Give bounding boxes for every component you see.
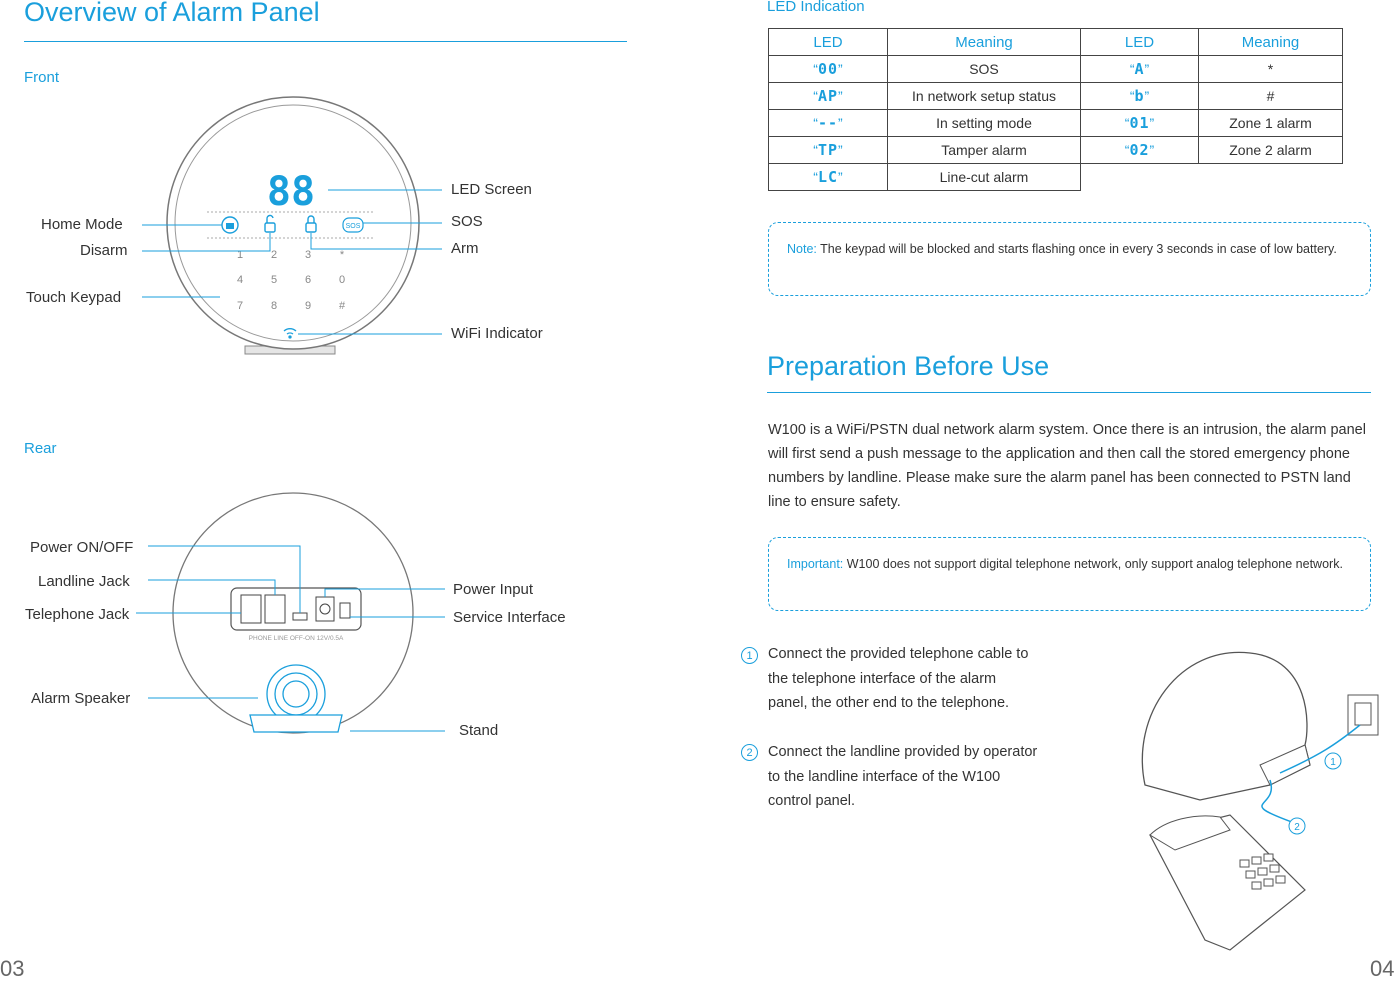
label-power-input: Power Input bbox=[453, 581, 534, 598]
table-row: “00” SOS “A” * bbox=[769, 56, 1343, 83]
label-sos: SOS bbox=[451, 213, 483, 230]
key: 0 bbox=[338, 274, 346, 286]
led-meaning: * bbox=[1199, 56, 1343, 83]
led-code: TP bbox=[817, 141, 839, 159]
label-touch-keypad: Touch Keypad bbox=[26, 289, 122, 306]
label-led-screen: LED Screen bbox=[451, 181, 532, 198]
table-row: “LC” Line-cut alarm bbox=[769, 164, 1343, 191]
key: 5 bbox=[270, 274, 278, 286]
title-divider bbox=[24, 41, 627, 42]
step-text: Connect the provided telephone cable to the telephone interface of the alarm panel, the other end to the telephone. bbox=[768, 646, 1029, 711]
led-meaning: Tamper alarm bbox=[888, 137, 1081, 164]
prep-paragraph: W100 is a WiFi/PSTN dual network alarm system. Once there is an intrusion, the alarm panel will first send a push message to the application and then call the stored emergency phone numbers by landline. Please make sure the alarm panel has been connected to PSTN land line to ensure safety. bbox=[768, 422, 1366, 510]
important-key: Important: bbox=[787, 557, 844, 571]
led-meaning: Zone 2 alarm bbox=[1199, 137, 1343, 164]
led-code: A bbox=[1134, 60, 1145, 78]
marker-1: 1 bbox=[1330, 757, 1336, 768]
led-code: -- bbox=[817, 114, 839, 132]
col-header: LED bbox=[769, 29, 888, 56]
step-number: 1 bbox=[741, 647, 758, 664]
label-home-mode: Home Mode bbox=[41, 216, 123, 233]
key: 2 bbox=[270, 249, 278, 261]
key: 6 bbox=[304, 274, 312, 286]
key: 9 bbox=[304, 300, 312, 312]
label-disarm: Disarm bbox=[80, 242, 128, 259]
table-row: “--” In setting mode “01” Zone 1 alarm bbox=[769, 110, 1343, 137]
led-indication-table bbox=[768, 28, 1343, 191]
key: 7 bbox=[236, 300, 244, 312]
page-title-overview: Overview of Alarm Panel bbox=[24, 0, 320, 27]
key: 3 bbox=[304, 249, 312, 261]
led-meaning: In setting mode bbox=[888, 110, 1081, 137]
prep-divider bbox=[767, 392, 1371, 393]
led-code: b bbox=[1134, 87, 1145, 105]
led-display: 88 bbox=[266, 169, 316, 215]
label-service-interface: Service Interface bbox=[453, 609, 566, 626]
port-panel bbox=[231, 588, 361, 630]
table-row: “AP” In network setup status “b” # bbox=[769, 83, 1343, 110]
led-code: 00 bbox=[817, 60, 839, 78]
marker-2: 2 bbox=[1294, 822, 1300, 833]
key: 1 bbox=[236, 249, 244, 261]
led-indication-heading: LED Indication bbox=[767, 0, 865, 15]
col-header: Meaning bbox=[888, 29, 1081, 56]
led-meaning: In network setup status bbox=[888, 83, 1081, 110]
led-code: 01 bbox=[1129, 114, 1150, 132]
label-alarm-speaker: Alarm Speaker bbox=[31, 690, 131, 707]
key: # bbox=[338, 300, 346, 312]
led-code: AP bbox=[817, 87, 839, 105]
led-meaning: Line-cut alarm bbox=[888, 164, 1081, 191]
label-stand: Stand bbox=[459, 722, 499, 739]
led-code: LC bbox=[817, 168, 839, 186]
note-box bbox=[768, 222, 1371, 296]
port-legend: PHONE LINE OFF-ON 12V/0.5A bbox=[248, 635, 344, 642]
led-meaning: # bbox=[1199, 83, 1343, 110]
wall-socket bbox=[1348, 695, 1378, 735]
front-heading: Front bbox=[24, 69, 60, 86]
sos-key-text: SOS bbox=[345, 223, 361, 230]
led-code: 02 bbox=[1129, 141, 1150, 159]
step-text: Connect the landline provided by operator to the landline interface of the W100 control panel. bbox=[768, 744, 1038, 809]
table-header-row bbox=[769, 29, 1343, 56]
table-row: “TP” Tamper alarm “02” Zone 2 alarm bbox=[769, 137, 1343, 164]
col-header: LED bbox=[1081, 29, 1199, 56]
note-text: The keypad will be blocked and starts flashing once in every 3 seconds in case of low battery. bbox=[816, 242, 1337, 256]
label-telephone-jack: Telephone Jack bbox=[25, 606, 130, 623]
page-number-right: 04 bbox=[1370, 956, 1395, 981]
label-power-onoff: Power ON/OFF bbox=[30, 539, 134, 556]
key: 4 bbox=[236, 274, 244, 286]
prep-title: Preparation Before Use bbox=[767, 351, 1050, 381]
step-number: 2 bbox=[741, 744, 758, 761]
label-landline-jack: Landline Jack bbox=[38, 573, 130, 590]
label-arm: Arm bbox=[451, 240, 479, 257]
rear-heading: Rear bbox=[24, 440, 57, 457]
key: 8 bbox=[270, 300, 278, 312]
col-header: Meaning bbox=[1199, 29, 1343, 56]
note-key: Note: bbox=[787, 242, 817, 256]
led-meaning: SOS bbox=[888, 56, 1081, 83]
rear-stand bbox=[250, 715, 342, 732]
key: * bbox=[339, 249, 345, 261]
page-number-left: 03 bbox=[0, 956, 25, 981]
important-box bbox=[768, 537, 1371, 611]
label-wifi-indicator: WiFi Indicator bbox=[451, 325, 543, 342]
connection-illustration bbox=[1120, 635, 1390, 960]
led-meaning: Zone 1 alarm bbox=[1199, 110, 1343, 137]
important-text: W100 does not support digital telephone network, only support analog telephone network. bbox=[843, 557, 1343, 571]
